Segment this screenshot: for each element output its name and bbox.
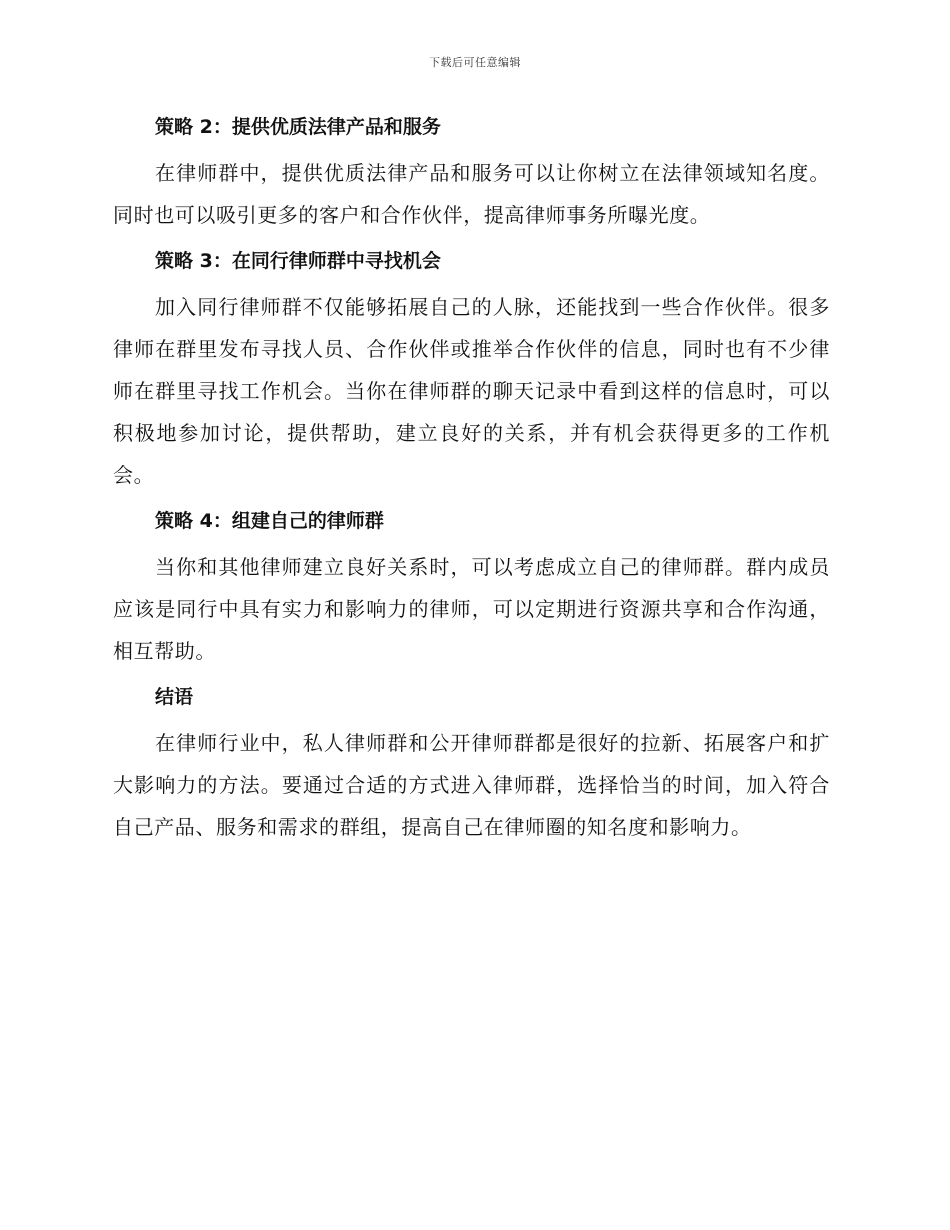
section-paragraph-conclusion: 在律师行业中，私人律师群和公开律师群都是很好的拉新、拓展客户和扩大影响力的方法。要通过合适的方式进入律师群，选择恰当的时间，加入符合自己产品、服务和需求的群组，提高自己在律师圈的知名度和影响力。 [113, 731, 830, 839]
document-body [113, 110, 830, 856]
section-heading-strategy-3: 策略 3：在同行律师群中寻找机会 [155, 250, 441, 272]
header-note: 下载后可任意编辑 [429, 56, 521, 69]
section-paragraph-strategy-3: 加入同行律师群不仅能够拓展自己的人脉，还能找到一些合作伙伴。很多律师在群里发布寻找人员、合作伙伴或推举合作伙伴的信息，同时也有不少律师在群里寻找工作机会。当你在律师群的聊天记录中看到这样的信息时，可以积极地参加讨论，提供帮助，建立良好的关系，并有机会获得更多的工作机会。 [113, 295, 830, 487]
section-heading-strategy-4: 策略 4：组建自己的律师群 [155, 510, 384, 532]
section-heading-conclusion: 结语 [155, 686, 194, 708]
section-paragraph-strategy-2: 在律师群中，提供优质法律产品和服务可以让你树立在法律领域知名度。同时也可以吸引更多的客户和合作伙伴，提高律师事务所曝光度。 [113, 161, 830, 227]
section-heading-strategy-2: 策略 2：提供优质法律产品和服务 [155, 116, 441, 138]
section-paragraph-strategy-4: 当你和其他律师建立良好关系时，可以考虑成立自己的律师群。群内成员应该是同行中具有实力和影响力的律师，可以定期进行资源共享和合作沟通，相互帮助。 [113, 555, 830, 663]
